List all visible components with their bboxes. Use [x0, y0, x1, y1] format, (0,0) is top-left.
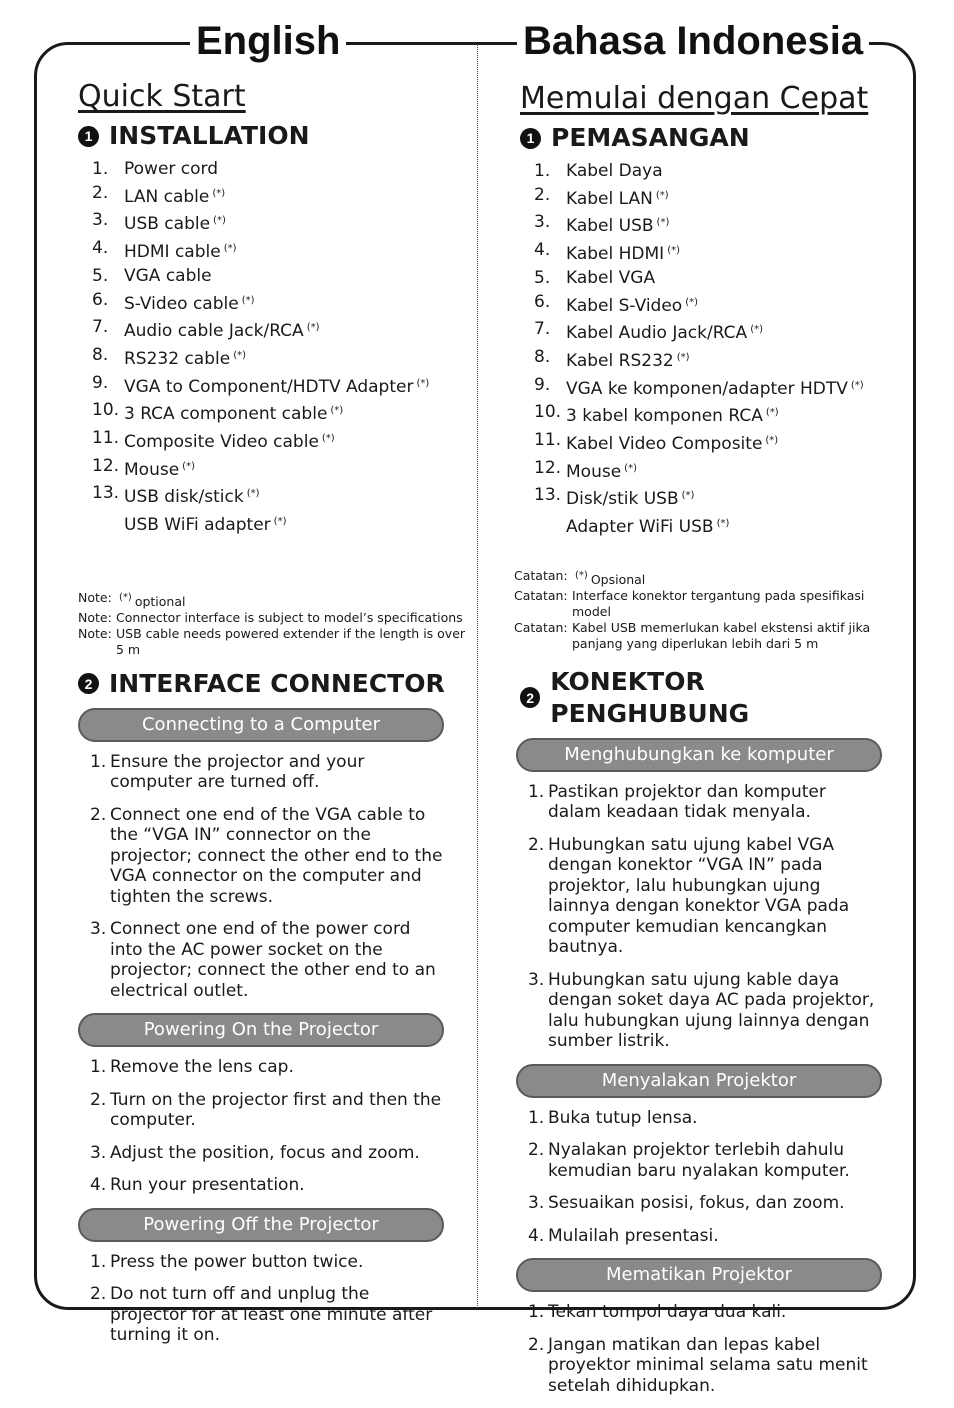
optional-mark: (*) [676, 351, 690, 363]
optional-mark: (*) [575, 569, 588, 581]
step-text: Tekan tompol daya dua kali. [548, 1302, 787, 1323]
optional-mark: (*) [655, 189, 669, 201]
item-text: Composite Video cable [124, 432, 319, 453]
step-item [90, 1284, 444, 1346]
item-label [566, 374, 864, 402]
list-item [92, 237, 473, 265]
item-number: 7. [92, 317, 109, 338]
step-number: 2. [528, 1334, 545, 1355]
pemasangan-list [520, 160, 900, 540]
step-item [528, 1108, 882, 1129]
step-text: Sesuaikan posisi, fokus, dan zoom. [548, 1193, 845, 1214]
item-text: VGA to Component/HDTV Adapter [124, 376, 414, 397]
list-item [92, 455, 473, 483]
number-one-icon: 1 [78, 126, 99, 147]
note-text [116, 610, 463, 626]
step-text: Connect one end of the VGA cable to the “VGA IN” connector on the projector; connect the other end to the VGA connector on the computer and tighten the screws. [110, 804, 443, 907]
list-item [92, 158, 473, 182]
step-text: Nyalakan projektor terlebih dahulu kemudian baru nyalakan komputer. [548, 1140, 850, 1181]
item-label [124, 399, 343, 427]
step-item [90, 919, 444, 1001]
installation-list [78, 158, 473, 538]
item-number: 8. [92, 344, 109, 365]
optional-mark: (*) [213, 215, 226, 227]
step-number: 2. [90, 1284, 107, 1305]
step-number: 1. [528, 1107, 545, 1128]
step-number: 1. [90, 1057, 107, 1078]
step-number: 4. [90, 1175, 107, 1196]
item-text: Power cord [124, 159, 219, 179]
item-text: HDMI cable [124, 242, 221, 263]
step-item [528, 1226, 882, 1247]
step-item [90, 1143, 444, 1164]
section-pill: Menghubungkan ke komputer [516, 738, 882, 772]
list-item [92, 316, 473, 344]
step-item [90, 1090, 444, 1131]
item-number: 2. [534, 184, 551, 205]
step-number: 1. [90, 751, 107, 772]
step-number: 2. [90, 1089, 107, 1110]
step-item [528, 1193, 882, 1214]
item-text: Kabel LAN [566, 188, 653, 209]
note-row [514, 588, 900, 620]
step-list [516, 782, 882, 1052]
list-item [92, 182, 473, 210]
item-number: 9. [534, 374, 551, 395]
item-sub-text: USB WiFi adapter [124, 515, 271, 536]
section-pill: Connecting to a Computer [78, 708, 444, 742]
language-heading-english: English [190, 18, 346, 64]
note-value: Interface konektor tergantung pada spesifikasi model [572, 587, 865, 619]
step-text: Hubungkan satu ujung kable daya dengan soket daya AC pada projektor, lalu hubungkan ujung lainnya dengan sumber listrik. [548, 969, 875, 1052]
item-sub-label [566, 512, 729, 540]
step-text: Hubungkan satu ujung kabel VGA dengan konektor “VGA IN” pada projektor, lalu hubungkan ujung lainnya dengan konektor VGA pada computer kemudian kencangkan bautnya. [548, 834, 850, 958]
optional-mark: (*) [667, 245, 681, 257]
step-text: Run your presentation. [110, 1175, 305, 1196]
item-number: 11. [534, 430, 562, 451]
step-number: 3. [90, 1142, 107, 1163]
item-text: 3 RCA component cable [124, 404, 328, 425]
step-list [78, 1057, 444, 1196]
step-text: Adjust the position, focus and zoom. [110, 1142, 420, 1163]
step-text: Turn on the projector first and then the computer. [110, 1089, 442, 1131]
note-label: Note: [78, 625, 112, 641]
step-text: Remove the lens cap. [110, 1057, 294, 1078]
step-text: Press the power button twice. [110, 1251, 364, 1272]
item-text: Audio cable Jack/RCA [124, 321, 304, 342]
item-label [566, 267, 655, 291]
note-label: Note: [78, 589, 112, 605]
optional-mark: (*) [656, 217, 670, 229]
step-list [78, 752, 444, 1002]
optional-mark: (*) [223, 243, 237, 255]
item-label [124, 372, 429, 400]
item-text: Kabel Daya [566, 161, 663, 181]
step-list [516, 1302, 882, 1396]
optional-mark: (*) [273, 516, 287, 528]
item-label [566, 401, 779, 429]
step-number: 2. [90, 804, 107, 825]
step-item [90, 1057, 444, 1078]
list-item [92, 427, 473, 455]
optional-mark: (*) [246, 488, 260, 500]
note-label: Catatan: [514, 587, 568, 603]
item-text: Mouse [124, 459, 180, 480]
item-label [124, 316, 320, 344]
note-value: Kabel USB memerlukan kabel ekstensi aktif jika panjang yang diperlukan lebih dari 5 m [572, 619, 871, 651]
item-number: 13. [92, 483, 120, 504]
note-row [514, 568, 900, 588]
item-number: 3. [92, 210, 109, 231]
step-text: Buka tutup lensa. [548, 1107, 698, 1128]
optional-mark: (*) [681, 490, 695, 502]
optional-mark: (*) [212, 187, 226, 199]
note-value: Connector interface is subject to model’s specifications [116, 609, 463, 625]
item-text: Disk/stik USB [566, 489, 679, 510]
note-label: Note: [78, 609, 112, 625]
step-number: 3. [528, 1193, 545, 1214]
optional-mark: (*) [765, 407, 779, 419]
list-item [534, 401, 900, 429]
optional-mark: (*) [306, 322, 320, 334]
step-item [90, 752, 444, 793]
item-label [124, 289, 255, 317]
item-text: Kabel Video Composite [566, 434, 763, 455]
item-text: USB disk/stick [124, 487, 244, 508]
list-item [534, 211, 900, 239]
list-item [534, 346, 900, 374]
item-sub-label [124, 510, 286, 538]
list-item [92, 209, 473, 237]
step-number: 1. [90, 1251, 107, 1272]
note-text [116, 590, 185, 610]
step-text: Jangan matikan dan lepas kabel proyektor minimal selama satu menit setelah dihidupkan. [548, 1334, 868, 1396]
item-label [566, 484, 729, 539]
item-number: 4. [92, 238, 109, 259]
step-item [528, 970, 882, 1052]
step-list [78, 1252, 444, 1346]
item-label [566, 318, 763, 346]
step-text: Connect one end of the power cord into the AC power socket on the projector; connect the other end to an electrical outlet. [110, 919, 436, 1001]
step-item [528, 835, 882, 958]
optional-mark: (*) [233, 349, 247, 361]
step-number: 2. [528, 834, 545, 855]
page-title-id: Memulai dengan Cepat [520, 81, 869, 116]
section-pill: Menyalakan Projektor [516, 1064, 882, 1098]
item-label [566, 239, 680, 267]
section-pill: Powering On the Projector [78, 1013, 444, 1047]
step-number: 1. [528, 781, 545, 802]
optional-mark: (*) [119, 591, 132, 603]
list-item [92, 265, 473, 289]
optional-mark: (*) [750, 324, 763, 336]
item-number: 5. [92, 265, 109, 286]
item-text: VGA cable [124, 265, 212, 286]
item-label [566, 184, 669, 212]
note-text [572, 620, 900, 652]
item-number: 13. [534, 485, 562, 506]
step-item [528, 1140, 882, 1181]
item-text: USB cable [124, 214, 211, 235]
optional-mark: (*) [850, 379, 864, 391]
installation-heading-label: INSTALLATION [109, 121, 310, 150]
note-text [116, 626, 473, 658]
section-pill: Powering Off the Projector [78, 1208, 444, 1242]
optional-mark: (*) [624, 462, 637, 474]
step-item [90, 1252, 444, 1273]
step-item [90, 1175, 444, 1196]
item-number: 6. [534, 291, 551, 312]
item-text: Kabel USB [566, 216, 654, 237]
optional-mark: (*) [685, 296, 699, 308]
step-number: 3. [90, 919, 107, 940]
optional-mark: (*) [716, 518, 730, 530]
indonesian-column [514, 70, 900, 1408]
list-item [534, 239, 900, 267]
item-text: Kabel Audio Jack/RCA [566, 323, 748, 344]
list-item [534, 160, 900, 184]
konektor-sections [516, 738, 882, 1397]
note-value: optional [134, 593, 186, 609]
optional-mark: (*) [416, 377, 430, 389]
interface-sections [78, 708, 444, 1346]
step-number: 1. [528, 1302, 545, 1323]
item-number: 10. [534, 402, 562, 423]
step-number: 2. [528, 1140, 545, 1161]
note-value: USB cable needs powered extender if the length is over 5 m [116, 625, 466, 657]
note-row [78, 610, 473, 626]
item-label [124, 482, 286, 537]
item-number: 1. [534, 161, 551, 181]
item-label [124, 209, 226, 237]
step-text: Ensure the projector and your computer are turned off. [110, 751, 365, 793]
item-label [124, 427, 335, 455]
item-label [566, 346, 690, 374]
optional-mark: (*) [765, 435, 779, 447]
item-text: Mouse [566, 461, 622, 482]
konektor-heading [520, 666, 900, 730]
note-label: Catatan: [514, 619, 568, 635]
note-label: Catatan: [514, 567, 568, 583]
pemasangan-heading-label: PEMASANGAN [551, 123, 750, 152]
section-pill: Mematikan Projektor [516, 1258, 882, 1292]
list-item [534, 429, 900, 457]
item-number: 4. [534, 240, 551, 261]
step-number: 3. [528, 969, 545, 990]
step-list [516, 1108, 882, 1247]
item-text: Kabel VGA [566, 267, 656, 288]
item-number: 10. [92, 400, 120, 421]
number-one-icon: 1 [520, 128, 541, 149]
item-number: 5. [534, 267, 551, 288]
step-number: 4. [528, 1225, 545, 1246]
item-number: 11. [92, 428, 120, 449]
note-row [78, 590, 473, 610]
item-label [566, 457, 637, 485]
interface-heading-label: INTERFACE CONNECTOR [109, 668, 445, 698]
list-item [534, 184, 900, 212]
optional-mark: (*) [321, 433, 335, 445]
optional-mark: (*) [241, 294, 255, 306]
item-label [124, 182, 225, 210]
item-number: 3. [534, 212, 551, 233]
interface-heading [78, 668, 473, 700]
list-item [534, 484, 900, 539]
list-item [92, 399, 473, 427]
step-item [528, 1335, 882, 1397]
item-text: 3 kabel komponen RCA [566, 406, 763, 427]
item-label [124, 237, 237, 265]
item-label [566, 429, 778, 457]
item-text: RS232 cable [124, 348, 231, 369]
optional-mark: (*) [330, 405, 344, 417]
item-label [124, 158, 218, 182]
item-label [566, 160, 663, 184]
item-number: 8. [534, 346, 551, 367]
note-row [514, 620, 900, 652]
step-text: Pastikan projektor dan komputer dalam keadaan tidak menyala. [548, 781, 826, 823]
list-item [534, 267, 900, 291]
item-number: 12. [534, 457, 562, 478]
item-number: 7. [534, 319, 551, 340]
list-item [534, 291, 900, 319]
item-label [124, 344, 246, 372]
notes [78, 590, 473, 658]
item-text: Kabel S-Video [566, 295, 683, 316]
list-item [92, 344, 473, 372]
item-text: Kabel HDMI [566, 244, 665, 265]
optional-mark: (*) [182, 460, 195, 472]
language-heading-indonesian: Bahasa Indonesia [517, 18, 869, 64]
step-text: Mulailah presentasi. [548, 1225, 719, 1246]
pemasangan-heading [520, 122, 900, 154]
item-text: S-Video cable [124, 293, 239, 314]
note-text [572, 568, 645, 588]
step-item [528, 1302, 882, 1323]
item-text: Kabel RS232 [566, 350, 674, 371]
english-column [78, 70, 473, 1358]
step-item [90, 805, 444, 908]
note-value: Opsional [590, 571, 646, 587]
step-item [528, 782, 882, 823]
note-text [572, 588, 900, 620]
item-text: VGA ke komponen/adapter HDTV [566, 378, 848, 399]
installation-heading [78, 120, 473, 152]
list-item [92, 372, 473, 400]
column-divider [477, 44, 478, 1308]
item-label [566, 291, 698, 319]
list-item [92, 289, 473, 317]
item-label [124, 265, 212, 289]
list-item [92, 482, 473, 537]
number-two-icon: 2 [78, 673, 99, 694]
number-two-icon: 2 [520, 687, 540, 708]
item-label [124, 455, 195, 483]
list-item [534, 318, 900, 346]
konektor-heading-label: KONEKTOR PENGHUBUNG [550, 666, 750, 728]
list-item [534, 374, 900, 402]
item-number: 9. [92, 372, 109, 393]
item-number: 2. [92, 182, 109, 203]
list-item [534, 457, 900, 485]
item-sub-text: Adapter WiFi USB [566, 517, 714, 538]
item-label [566, 211, 669, 239]
item-number: 12. [92, 455, 120, 476]
item-number: 6. [92, 289, 109, 310]
item-text: LAN cable [124, 186, 210, 207]
note-row [78, 626, 473, 658]
catatan-notes [514, 568, 900, 652]
item-number: 1. [92, 159, 109, 179]
step-text: Do not turn off and unplug the projector for at least one minute after turning it on. [110, 1284, 433, 1346]
page-title: Quick Start [78, 79, 246, 114]
